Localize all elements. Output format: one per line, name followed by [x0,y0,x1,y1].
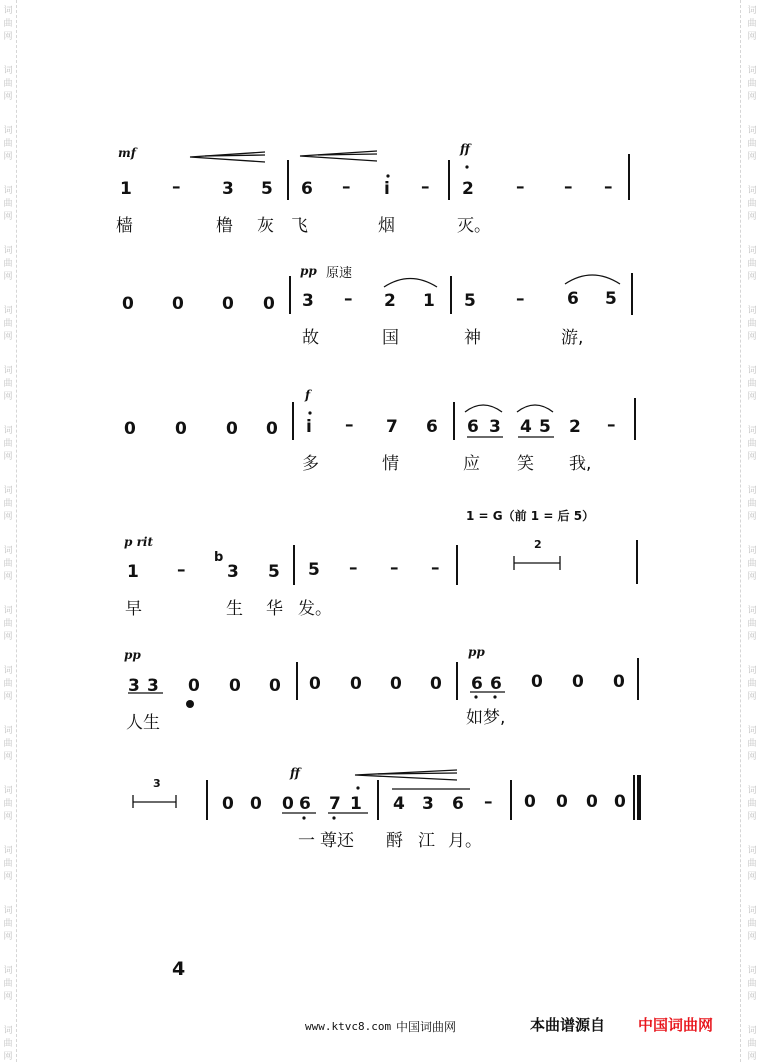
watermark-char: 词 [747,966,757,976]
watermark-char: 曲 [747,799,757,809]
note: 0 [269,676,281,696]
note: 0 [613,672,625,692]
watermark-char: 曲 [747,79,757,89]
watermark-char: 网 [747,92,757,102]
watermark-char: 曲 [747,919,757,929]
crescendo-hairpin [190,152,265,162]
watermark-char: 词 [747,1026,757,1036]
watermark-char: 曲 [747,979,757,989]
note: 6 [467,417,479,437]
lyric: 神 [464,328,481,348]
note: 3 [489,417,501,437]
note: 0 [524,792,536,812]
note: 1 [423,291,435,311]
watermark-char: 网 [3,332,13,342]
watermark-char: 词 [747,726,757,736]
dynamic-mark: pp [124,648,141,662]
dynamic-mark: pp [300,264,317,278]
note: 1 [350,794,362,814]
watermark-char: 词 [3,426,13,436]
watermark-char: 网 [3,632,13,642]
watermark-char: 曲 [747,259,757,269]
watermark-char: 词 [3,846,13,856]
lyric: 游, [561,328,584,348]
lyric: 如梦, [466,708,506,728]
note: 3 [147,676,159,696]
note-dot [302,816,305,819]
watermark-char: 曲 [747,1039,757,1049]
watermark-char: 词 [3,6,13,16]
watermark-char: 网 [747,932,757,942]
lyric: 国 [382,328,399,348]
note: 0 [614,792,626,812]
note: 6 [426,417,438,437]
lyric: 早 [125,599,142,619]
watermark-char: 网 [747,332,757,342]
smudge [186,700,194,708]
watermark-char: 曲 [747,379,757,389]
note: 2 [569,417,581,437]
watermark-char: 曲 [3,439,13,449]
watermark-char: 网 [3,452,13,462]
watermark-char: 曲 [3,859,13,869]
watermark-char: 网 [747,572,757,582]
watermark-char: 词 [747,306,757,316]
watermark-char: 曲 [3,619,13,629]
note: 0 [556,792,568,812]
footer-url[interactable]: www.ktvc8.com [305,1020,392,1033]
watermark-char: 网 [3,212,13,222]
watermark-char: 网 [3,392,13,402]
watermark-char: 网 [747,452,757,462]
watermark-char: 曲 [3,319,13,329]
dynamic-mark: mf [118,146,136,160]
note: 0 [572,672,584,692]
note: 6 [301,179,313,199]
page-number: 4 [172,958,186,980]
repeat-count: 3 [153,777,161,790]
watermark-char: 网 [3,92,13,102]
watermark-char: 词 [747,666,757,676]
note-dot [386,174,389,177]
watermark-char: 词 [3,126,13,136]
watermark-char: 词 [747,606,757,616]
watermark-char: 网 [747,752,757,762]
watermark-char: 网 [747,1052,757,1062]
note-dot [356,786,359,789]
note: – [564,177,573,197]
note: – [421,177,430,197]
watermark-char: 网 [747,212,757,222]
note: – [342,177,351,197]
watermark-char: 曲 [3,919,13,929]
note: 0 [222,794,234,814]
crescendo-hairpin [300,151,377,161]
watermark-char: 曲 [747,199,757,209]
note: 1 [120,179,132,199]
watermark-char: 网 [747,812,757,822]
watermark-char: 网 [3,812,13,822]
note: i [306,417,312,437]
watermark-char: 词 [3,66,13,76]
watermark-char: 曲 [747,619,757,629]
lyric: 我, [569,454,592,474]
watermark-char: 网 [3,572,13,582]
watermark-char: 曲 [3,1039,13,1049]
lyric: 橹 [216,216,233,236]
note: 2 [384,291,396,311]
note-dot [465,165,468,168]
note-dot [493,695,496,698]
footer-source-label: 本曲谱源自 [530,1016,606,1034]
note-dot [308,411,311,414]
watermark-char: 词 [747,786,757,796]
slur [465,405,502,412]
watermark-char: 曲 [3,139,13,149]
footer-site: 中国词曲网 [396,1020,457,1034]
note: – [172,177,181,197]
watermark-char: 词 [747,6,757,16]
watermark-char: 词 [747,126,757,136]
watermark-char: 词 [747,546,757,556]
note: – [344,289,353,309]
note: 7 [386,417,398,437]
note: 3 [227,562,239,582]
lyric: 江 [418,831,435,851]
note: 5 [605,289,617,309]
key-signature: 1 = G（前 1 = 后 5） [466,509,595,523]
lyric: 人生 [126,713,160,733]
watermark-char: 词 [3,666,13,676]
watermark-char: 曲 [3,739,13,749]
watermark-char: 曲 [3,379,13,389]
watermark-char: 词 [3,786,13,796]
note: 5 [308,560,320,580]
watermark-char: 词 [3,186,13,196]
watermark-char: 曲 [3,979,13,989]
repeat-count: 2 [534,538,542,551]
lyric: 一 [298,831,315,851]
note: 3 [302,291,314,311]
note: 5 [261,179,273,199]
note: – [431,558,440,578]
note-dot [332,816,335,819]
note: 0 [282,794,294,814]
watermark-char: 网 [3,152,13,162]
watermark-char: 词 [747,246,757,256]
lyric: 灰 [257,216,274,236]
note: 0 [263,294,275,314]
footer-brand[interactable]: 中国词曲网 [638,1016,714,1034]
lyric: 烟 [378,216,395,236]
note: 0 [309,674,321,694]
dynamic-mark: f [305,388,311,402]
watermark-char: 网 [3,752,13,762]
watermark-char: 曲 [747,139,757,149]
note: 0 [430,674,442,694]
watermark-char: 网 [747,512,757,522]
note: 0 [122,294,134,314]
note: 0 [531,672,543,692]
watermark-char: 曲 [747,19,757,29]
note: – [177,560,186,580]
slur [565,275,620,284]
note: 5 [464,291,476,311]
slur [384,279,437,288]
note: 0 [586,792,598,812]
watermark-char: 词 [3,486,13,496]
lyric: 樯 [116,216,133,236]
watermark-char: 词 [747,366,757,376]
tempo-mark: 原速 [326,266,353,281]
note: 0 [175,419,187,439]
watermark-char: 曲 [3,679,13,689]
repeat-bracket [133,795,176,808]
watermark-char: 网 [3,932,13,942]
watermark-char: 曲 [3,499,13,509]
watermark-char: 词 [3,1026,13,1036]
note: 3 [422,794,434,814]
lyric: 飞 [291,216,308,236]
note: 0 [124,419,136,439]
note-dot [474,695,477,698]
note: 6 [299,794,311,814]
watermark-char: 网 [3,512,13,522]
watermark-char: 网 [747,872,757,882]
watermark-char: 曲 [3,199,13,209]
note: – [516,177,525,197]
note: 5 [268,562,280,582]
watermark-char: 曲 [747,859,757,869]
watermark-char: 网 [747,632,757,642]
note: 3 [222,179,234,199]
watermark-char: 曲 [747,559,757,569]
lyric: 生 [226,599,243,619]
flat-sign: b [214,550,224,565]
watermark-char: 词 [747,186,757,196]
watermark-char: 网 [747,272,757,282]
watermark-char: 词 [747,426,757,436]
note: 0 [350,674,362,694]
watermark-char: 网 [747,392,757,402]
watermark-char: 网 [3,992,13,1002]
lyric: 故 [302,328,319,348]
watermark-char: 词 [3,246,13,256]
watermark-char: 网 [3,692,13,702]
lyric: 笑 [517,454,534,474]
lyric: 月。 [448,831,482,851]
note: 0 [172,294,184,314]
lyric: 多 [302,454,319,474]
note: 0 [390,674,402,694]
note: 0 [266,419,278,439]
watermark-char: 曲 [747,679,757,689]
dynamic-mark: ff [290,766,300,780]
watermark-char: 网 [747,992,757,1002]
note: – [607,415,616,435]
watermark-char: 网 [747,32,757,42]
note: 0 [250,794,262,814]
dynamic-mark: ff [460,142,470,156]
note: i [384,179,390,199]
watermark-char: 曲 [747,499,757,509]
watermark-char: 曲 [747,319,757,329]
repeat-bracket [514,556,560,570]
watermark-char: 曲 [3,559,13,569]
watermark-char: 曲 [3,19,13,29]
note: 3 [128,676,140,696]
watermark-char: 词 [747,486,757,496]
note: 6 [490,674,502,694]
note: 6 [471,674,483,694]
lyric: 发。 [298,599,332,619]
watermark-char: 曲 [3,259,13,269]
note: 6 [452,794,464,814]
note: 4 [520,417,532,437]
watermark-char: 网 [3,872,13,882]
note: 6 [567,289,579,309]
lyric: 华 [266,599,283,619]
note: 0 [222,294,234,314]
watermark-char: 网 [747,152,757,162]
watermark-char: 网 [3,32,13,42]
note: – [390,558,399,578]
note: 5 [539,417,551,437]
watermark-char: 曲 [3,799,13,809]
slur [517,405,553,412]
note: – [345,415,354,435]
lyric: 应 [463,454,480,474]
watermark-char: 网 [3,272,13,282]
watermark-char: 曲 [747,439,757,449]
lyric: 酹 [386,831,403,851]
note: 1 [127,562,139,582]
watermark-char: 词 [3,906,13,916]
watermark-char: 词 [3,306,13,316]
crescendo-hairpin [355,770,457,780]
watermark-char: 词 [747,906,757,916]
note: 4 [393,794,405,814]
watermark-char: 曲 [747,739,757,749]
dynamic-mark: p rit [124,535,153,549]
watermark-char: 词 [747,66,757,76]
lyric: 灭。 [457,216,491,236]
watermark-char: 词 [3,966,13,976]
lyric: 尊还 [320,831,354,851]
note: – [349,558,358,578]
note: – [484,792,493,812]
dynamic-mark: pp [468,645,485,659]
watermark-char: 词 [3,546,13,556]
watermark-char: 词 [3,606,13,616]
note: 0 [188,676,200,696]
lyric: 情 [382,454,399,474]
watermark-char: 网 [3,1052,13,1062]
note: 0 [229,676,241,696]
watermark-char: 词 [3,366,13,376]
note: – [516,289,525,309]
watermark-char: 网 [747,692,757,702]
note: 0 [226,419,238,439]
watermark-char: 词 [3,726,13,736]
watermark-char: 词 [747,846,757,856]
note: 2 [462,179,474,199]
note: 7 [329,794,341,814]
watermark-char: 曲 [3,79,13,89]
note: – [604,177,613,197]
